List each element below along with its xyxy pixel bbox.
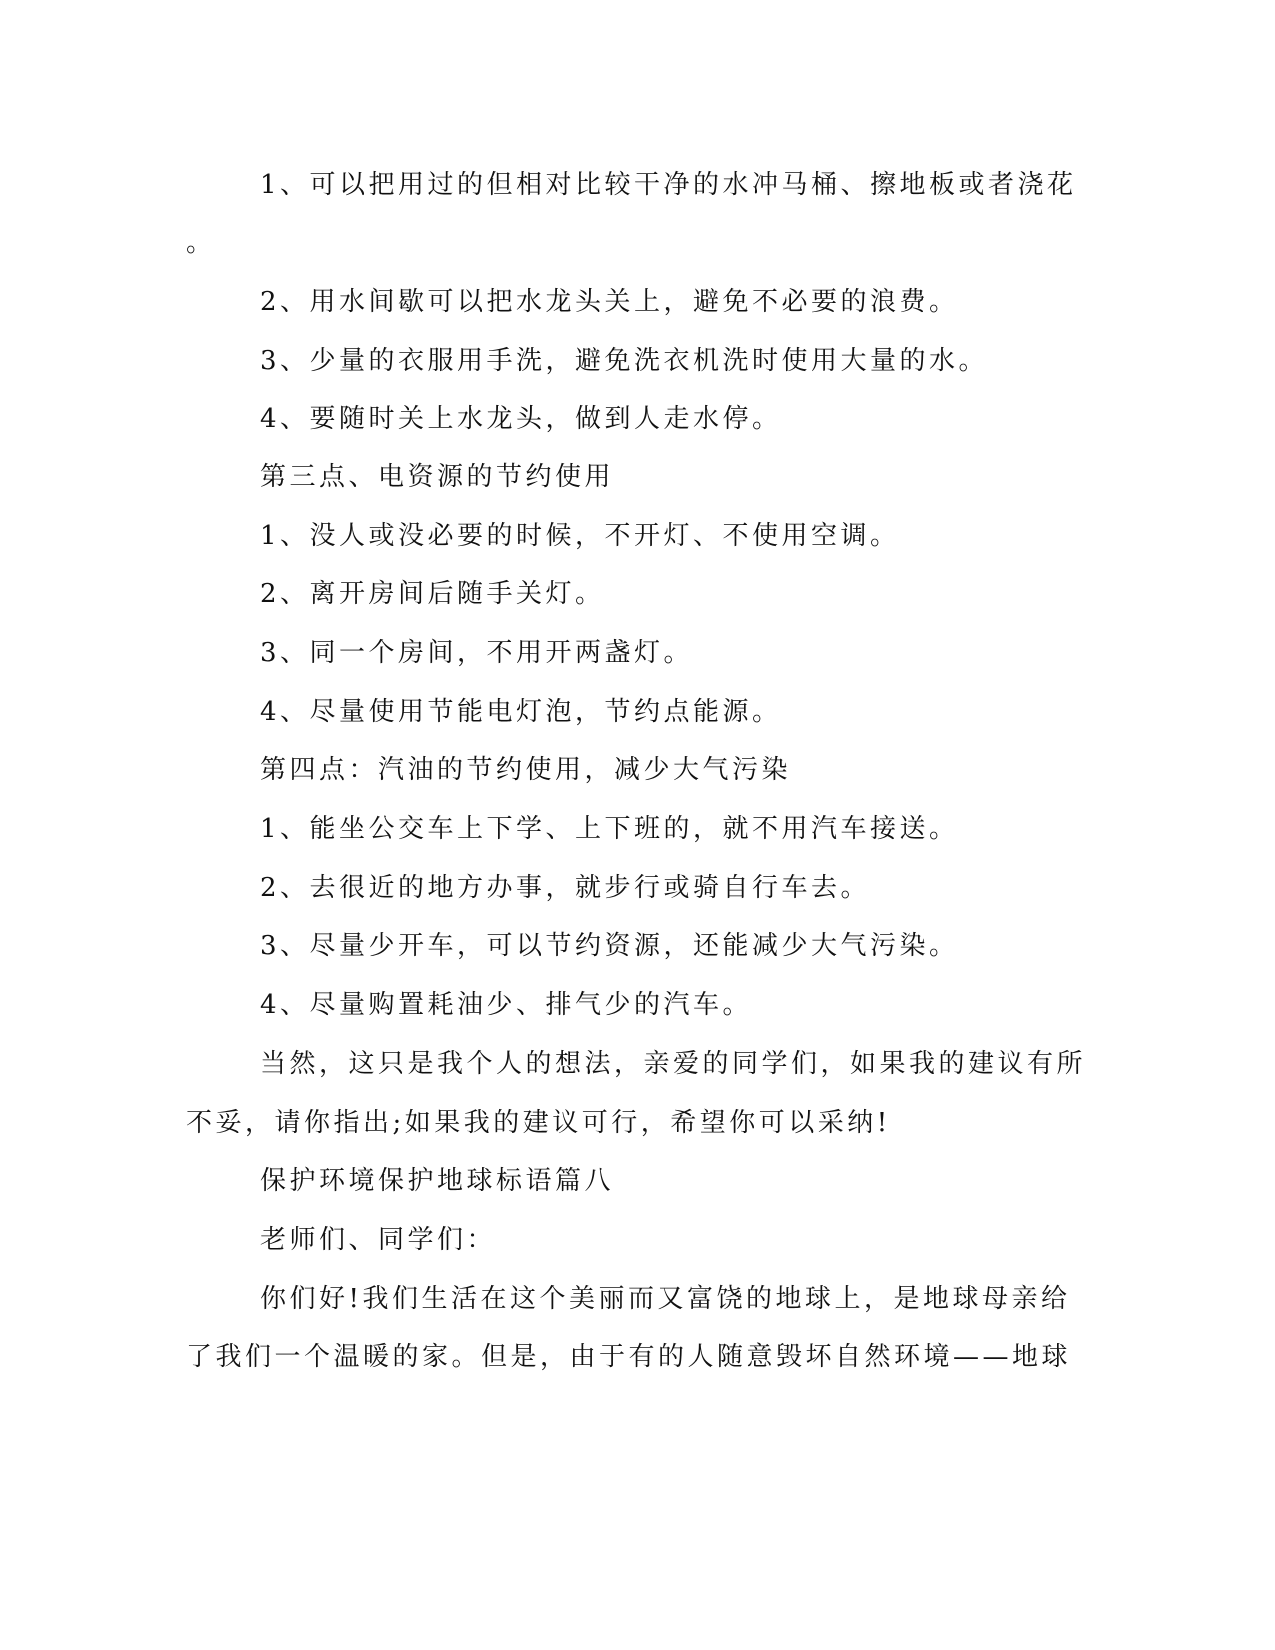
text-line-5: 4、要随时关上水龙头，做到人走水停。 [260,404,782,434]
text-line-14: 3、尽量少开车，可以节约资源，还能减少大气污染。 [260,931,959,961]
text-line-1: 1、可以把用过的但相对比较干净的水冲马桶、擦地板或者浇花 [260,170,1077,200]
paragraph-line-20: 你们好!我们生活在这个美丽而又富饶的地球上，是地球母亲给 [260,1284,1071,1314]
text-line-9: 3、同一个房间，不用开两盏灯。 [260,638,694,668]
text-line-12: 1、能坐公交车上下学、上下班的，就不用汽车接送。 [260,814,959,844]
text-line-2: 。 [186,228,216,258]
text-line-10: 4、尽量使用节能电灯泡，节约点能源。 [260,697,782,727]
salutation: 老师们、同学们： [260,1225,497,1255]
paragraph-line-17: 不妥，请你指出;如果我的建议可行，希望你可以采纳! [186,1108,891,1138]
article-title: 保护环境保护地球标语篇八 [260,1166,615,1196]
text-line-8: 2、离开房间后随手关灯。 [260,579,605,609]
section-heading-4: 第四点：汽油的节约使用，减少大气污染 [260,755,792,785]
section-heading-3: 第三点、电资源的节约使用 [260,462,615,492]
text-line-3: 2、用水间歇可以把水龙头关上，避免不必要的浪费。 [260,287,959,317]
text-line-15: 4、尽量购置耗油少、排气少的汽车。 [260,990,753,1020]
text-line-7: 1、没人或没必要的时候，不开灯、不使用空调。 [260,521,900,551]
paragraph-line-16: 当然，这只是我个人的想法，亲爱的同学们，如果我的建议有所 [260,1049,1087,1079]
text-line-4: 3、少量的衣服用手洗，避免洗衣机洗时使用大量的水。 [260,346,989,376]
text-line-13: 2、去很近的地方办事，就步行或骑自行车去。 [260,873,871,903]
paragraph-line-21: 了我们一个温暖的家。但是，由于有的人随意毁坏自然环境——地球 [186,1342,1072,1372]
